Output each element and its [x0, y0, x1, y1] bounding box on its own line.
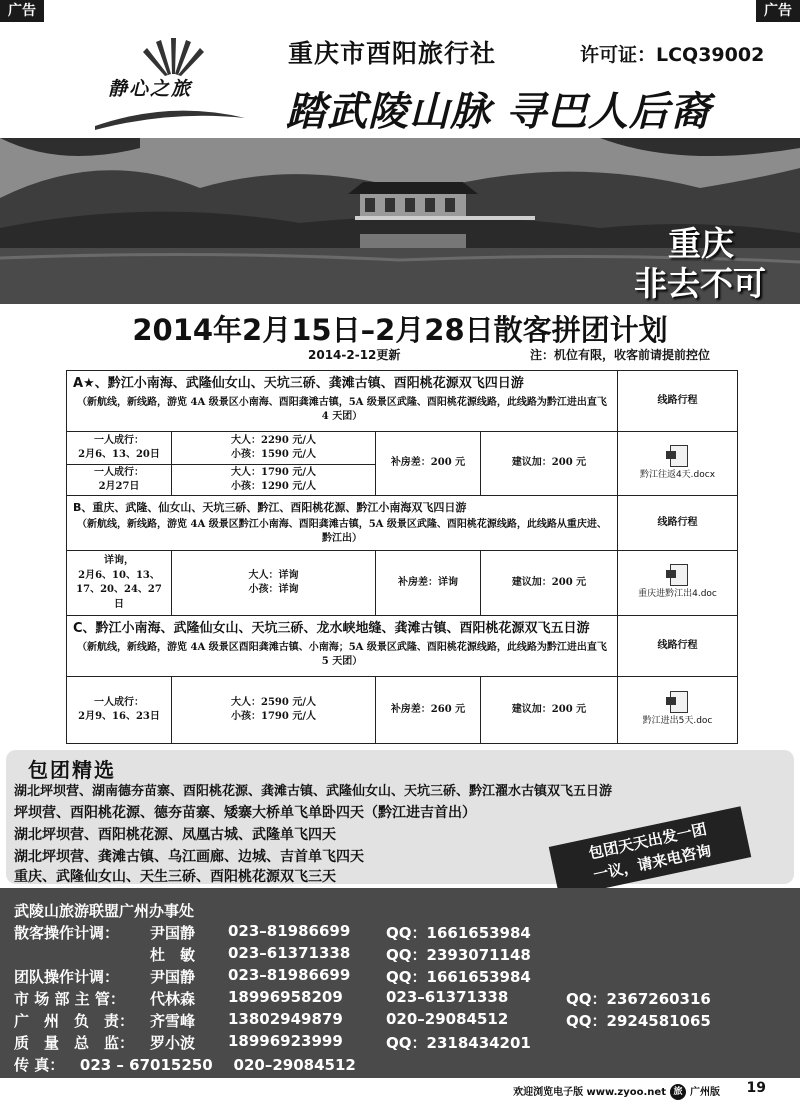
- contact-phone[interactable]: 18996958209: [228, 988, 343, 1006]
- consult-stamp: 包团天天出发一团 一议，请来电咨询: [549, 806, 752, 898]
- contact-name: 齐雪峰: [150, 1012, 196, 1030]
- route-c-header: [66, 615, 618, 677]
- route-b-doc-name: 重庆进黔江出4.doc: [638, 589, 717, 600]
- office-name: 武陵山旅游联盟广州办事处: [14, 902, 195, 920]
- route-a-date-1: 一人成行： 2月6、13、20日: [66, 431, 172, 465]
- route-b-document[interactable]: [617, 550, 738, 616]
- contact-phone[interactable]: 023–81986699: [228, 922, 351, 940]
- photo-caption-slogan: 非去不可: [634, 264, 766, 303]
- route-a-price-2: [171, 464, 376, 496]
- route-c-price: [171, 676, 376, 744]
- footer: [513, 1083, 720, 1100]
- contact-name: 尹国静: [150, 968, 196, 986]
- route-a-doc-name: 黔江往返4天.docx: [639, 469, 716, 480]
- contact-qq: QQ：1661653984: [386, 968, 531, 986]
- contact-name: 罗小波: [150, 1034, 196, 1052]
- ad-label-right: 广告: [756, 0, 800, 22]
- word-document-icon: [666, 445, 690, 467]
- logo-text: 静心之旅: [108, 78, 193, 100]
- contact-phone[interactable]: 023–81986699: [228, 966, 351, 984]
- swoosh-icon: [90, 106, 250, 136]
- route-b-supplement: 补房差：详询: [375, 550, 481, 616]
- word-document-icon: [666, 564, 690, 586]
- package-item: 湖北坪坝营、龚滩古镇、乌江画廊、边城、吉首单飞四天: [14, 849, 364, 865]
- contact-role: 广 州 负 责：: [14, 1012, 135, 1030]
- route-a-header: [66, 370, 618, 432]
- word-document-icon: [666, 691, 690, 713]
- contact-role: 质 量 总 监：: [14, 1034, 135, 1052]
- route-a-title: A★、黔江小南海、武隆仙女山、天坑三硚、龚滩古镇、酉阳桃花源双飞四日游: [73, 376, 524, 391]
- contact-role: 团队操作计调：: [14, 968, 120, 986]
- route-b-child-price: 小孩：详询: [248, 584, 299, 595]
- route-a-itinerary-link[interactable]: 线路行程: [617, 370, 738, 432]
- route-a-date-2: 一人成行： 2月27日: [66, 464, 172, 496]
- contact-phone-2[interactable]: 020–29084512: [386, 1010, 509, 1028]
- package-item: 湖北坪坝营、酉阳桃花源、凤凰古城、武隆单飞四天: [14, 827, 336, 843]
- route-b-title: B、重庆、武隆、仙女山、天坑三硚、黔江、酉阳桃花源、黔江小南海双飞四日游: [73, 501, 467, 514]
- contact-name: 代林森: [150, 990, 196, 1008]
- ad-label-left: 广告: [0, 0, 44, 22]
- package-item: 坪坝营、酉阳桃花源、德夯苗寨、矮寨大桥单飞单卧四天（黔江进吉首出）: [14, 805, 476, 821]
- photo-caption-city: 重庆: [668, 224, 734, 263]
- package-item: 湖北坪坝营、湖南德夯苗寨、酉阳桃花源、龚滩古镇、武隆仙女山、天坑三硚、黔江濯水古镇双飞五日游: [14, 784, 613, 799]
- route-c-supplement: 补房差：260 元: [375, 676, 481, 744]
- route-c-date: 一人成行： 2月9、16、23日: [66, 676, 172, 744]
- agency-logo: [90, 26, 250, 136]
- route-b-itinerary-link[interactable]: 线路行程: [617, 495, 738, 551]
- newspaper-logo-icon: 旅: [670, 1084, 686, 1100]
- contact-section: [0, 888, 800, 1078]
- route-c-title: C、黔江小南海、武隆仙女山、天坑三硚、龙水峡地缝、龚滩古镇、酉阳桃花源双飞五日游: [73, 621, 590, 636]
- route-b-description: （新航线，新线路，游览 4A 级景区黔江小南海、酉阳龚滩古镇，5A 级景区武隆、酉阳桃花源线路，此线路从重庆进、黔江出）: [77, 518, 607, 545]
- contact-qq: QQ：1661653984: [386, 924, 531, 942]
- booking-notice: 注：机位有限，收客前请提前控位: [530, 348, 711, 362]
- route-c-adult-price: 大人：2590 元/人: [231, 696, 316, 708]
- contact-qq: QQ：2318434201: [386, 1034, 531, 1052]
- contact-phone[interactable]: 023–61371338: [228, 944, 351, 962]
- contact-role: 市 场 部 主 管：: [14, 990, 125, 1008]
- route-a-adult-price-2: 大人：1790 元/人: [231, 466, 316, 478]
- route-c-itinerary-link[interactable]: 线路行程: [617, 615, 738, 677]
- route-a-child-price-1: 小孩：1590 元/人: [231, 449, 316, 460]
- route-a-addon: 建议加：200 元: [480, 431, 618, 496]
- license-number: 许可证：LCQ39002: [580, 44, 765, 66]
- route-c-addon: 建议加：200 元: [480, 676, 618, 744]
- company-name: 重庆市酉阳旅行社: [288, 39, 497, 68]
- contact-qq: QQ：2393071148: [386, 946, 531, 964]
- route-a-document[interactable]: [617, 431, 738, 496]
- contact-name: 尹国静: [150, 924, 196, 942]
- route-a-adult-price-1: 大人：2290 元/人: [231, 434, 316, 446]
- route-b-adult-price: 大人：详询: [248, 569, 299, 581]
- route-c-description: （新航线，新线路，游览 4A 级景区酉阳龚滩古镇、小南海；5A 级景区武隆、酉阳桃花源线路，此线路为黔江进出直飞 5 天团）: [77, 641, 607, 668]
- package-item: 重庆、武隆仙女山、天生三硚、酉阳桃花源双飞三天: [14, 869, 336, 885]
- fax-number: 传 真： 023 – 67015250 020–29084512: [14, 1056, 356, 1074]
- route-c-doc-name: 黔江进出5天.doc: [642, 716, 713, 727]
- route-c-document[interactable]: [617, 676, 738, 744]
- update-date: 2014-2-12更新: [308, 348, 401, 362]
- footer-text[interactable]: 欢迎浏览电子版 www.zyoo.net: [513, 1087, 666, 1098]
- package-title: 包团精选: [28, 758, 116, 782]
- route-b-price: [171, 550, 376, 616]
- route-b-date: 详询， 2月6、10、13、 17、20、24、27 日: [66, 550, 172, 616]
- footer-edition: 广州版: [690, 1087, 720, 1098]
- route-a-description: （新航线，新线路，游览 4A 级景区小南海、酉阳龚滩古镇，5A 级景区武隆、酉阳桃花源线路，此线路为黔江进出直飞 4 天团）: [77, 396, 607, 423]
- plan-title: 2014年2月15日–2月28日散客拼团计划: [132, 313, 668, 347]
- tour-table: [66, 364, 738, 744]
- contact-phone[interactable]: 13802949879: [228, 1010, 343, 1028]
- route-a-child-price-2: 小孩：1290 元/人: [231, 481, 316, 492]
- slogan: 踏武陵山脉 寻巴人后裔: [286, 88, 711, 135]
- route-a-supplement: 补房差：200 元: [375, 431, 481, 496]
- route-a-price-1: [171, 431, 376, 465]
- route-c-child-price: 小孩：1790 元/人: [231, 711, 316, 722]
- contact-phone[interactable]: 18996923999: [228, 1032, 343, 1050]
- contact-name: 杜 敏: [150, 946, 196, 964]
- sun-icon: [138, 38, 208, 78]
- contact-qq: QQ：2924581065: [566, 1012, 711, 1030]
- route-b-addon: 建议加：200 元: [480, 550, 618, 616]
- page-number: 19: [746, 1080, 766, 1096]
- contact-phone-2[interactable]: 023–61371338: [386, 988, 509, 1006]
- contact-qq: QQ：2367260316: [566, 990, 711, 1008]
- route-b-header: [66, 495, 618, 551]
- contact-role: 散客操作计调：: [14, 924, 120, 942]
